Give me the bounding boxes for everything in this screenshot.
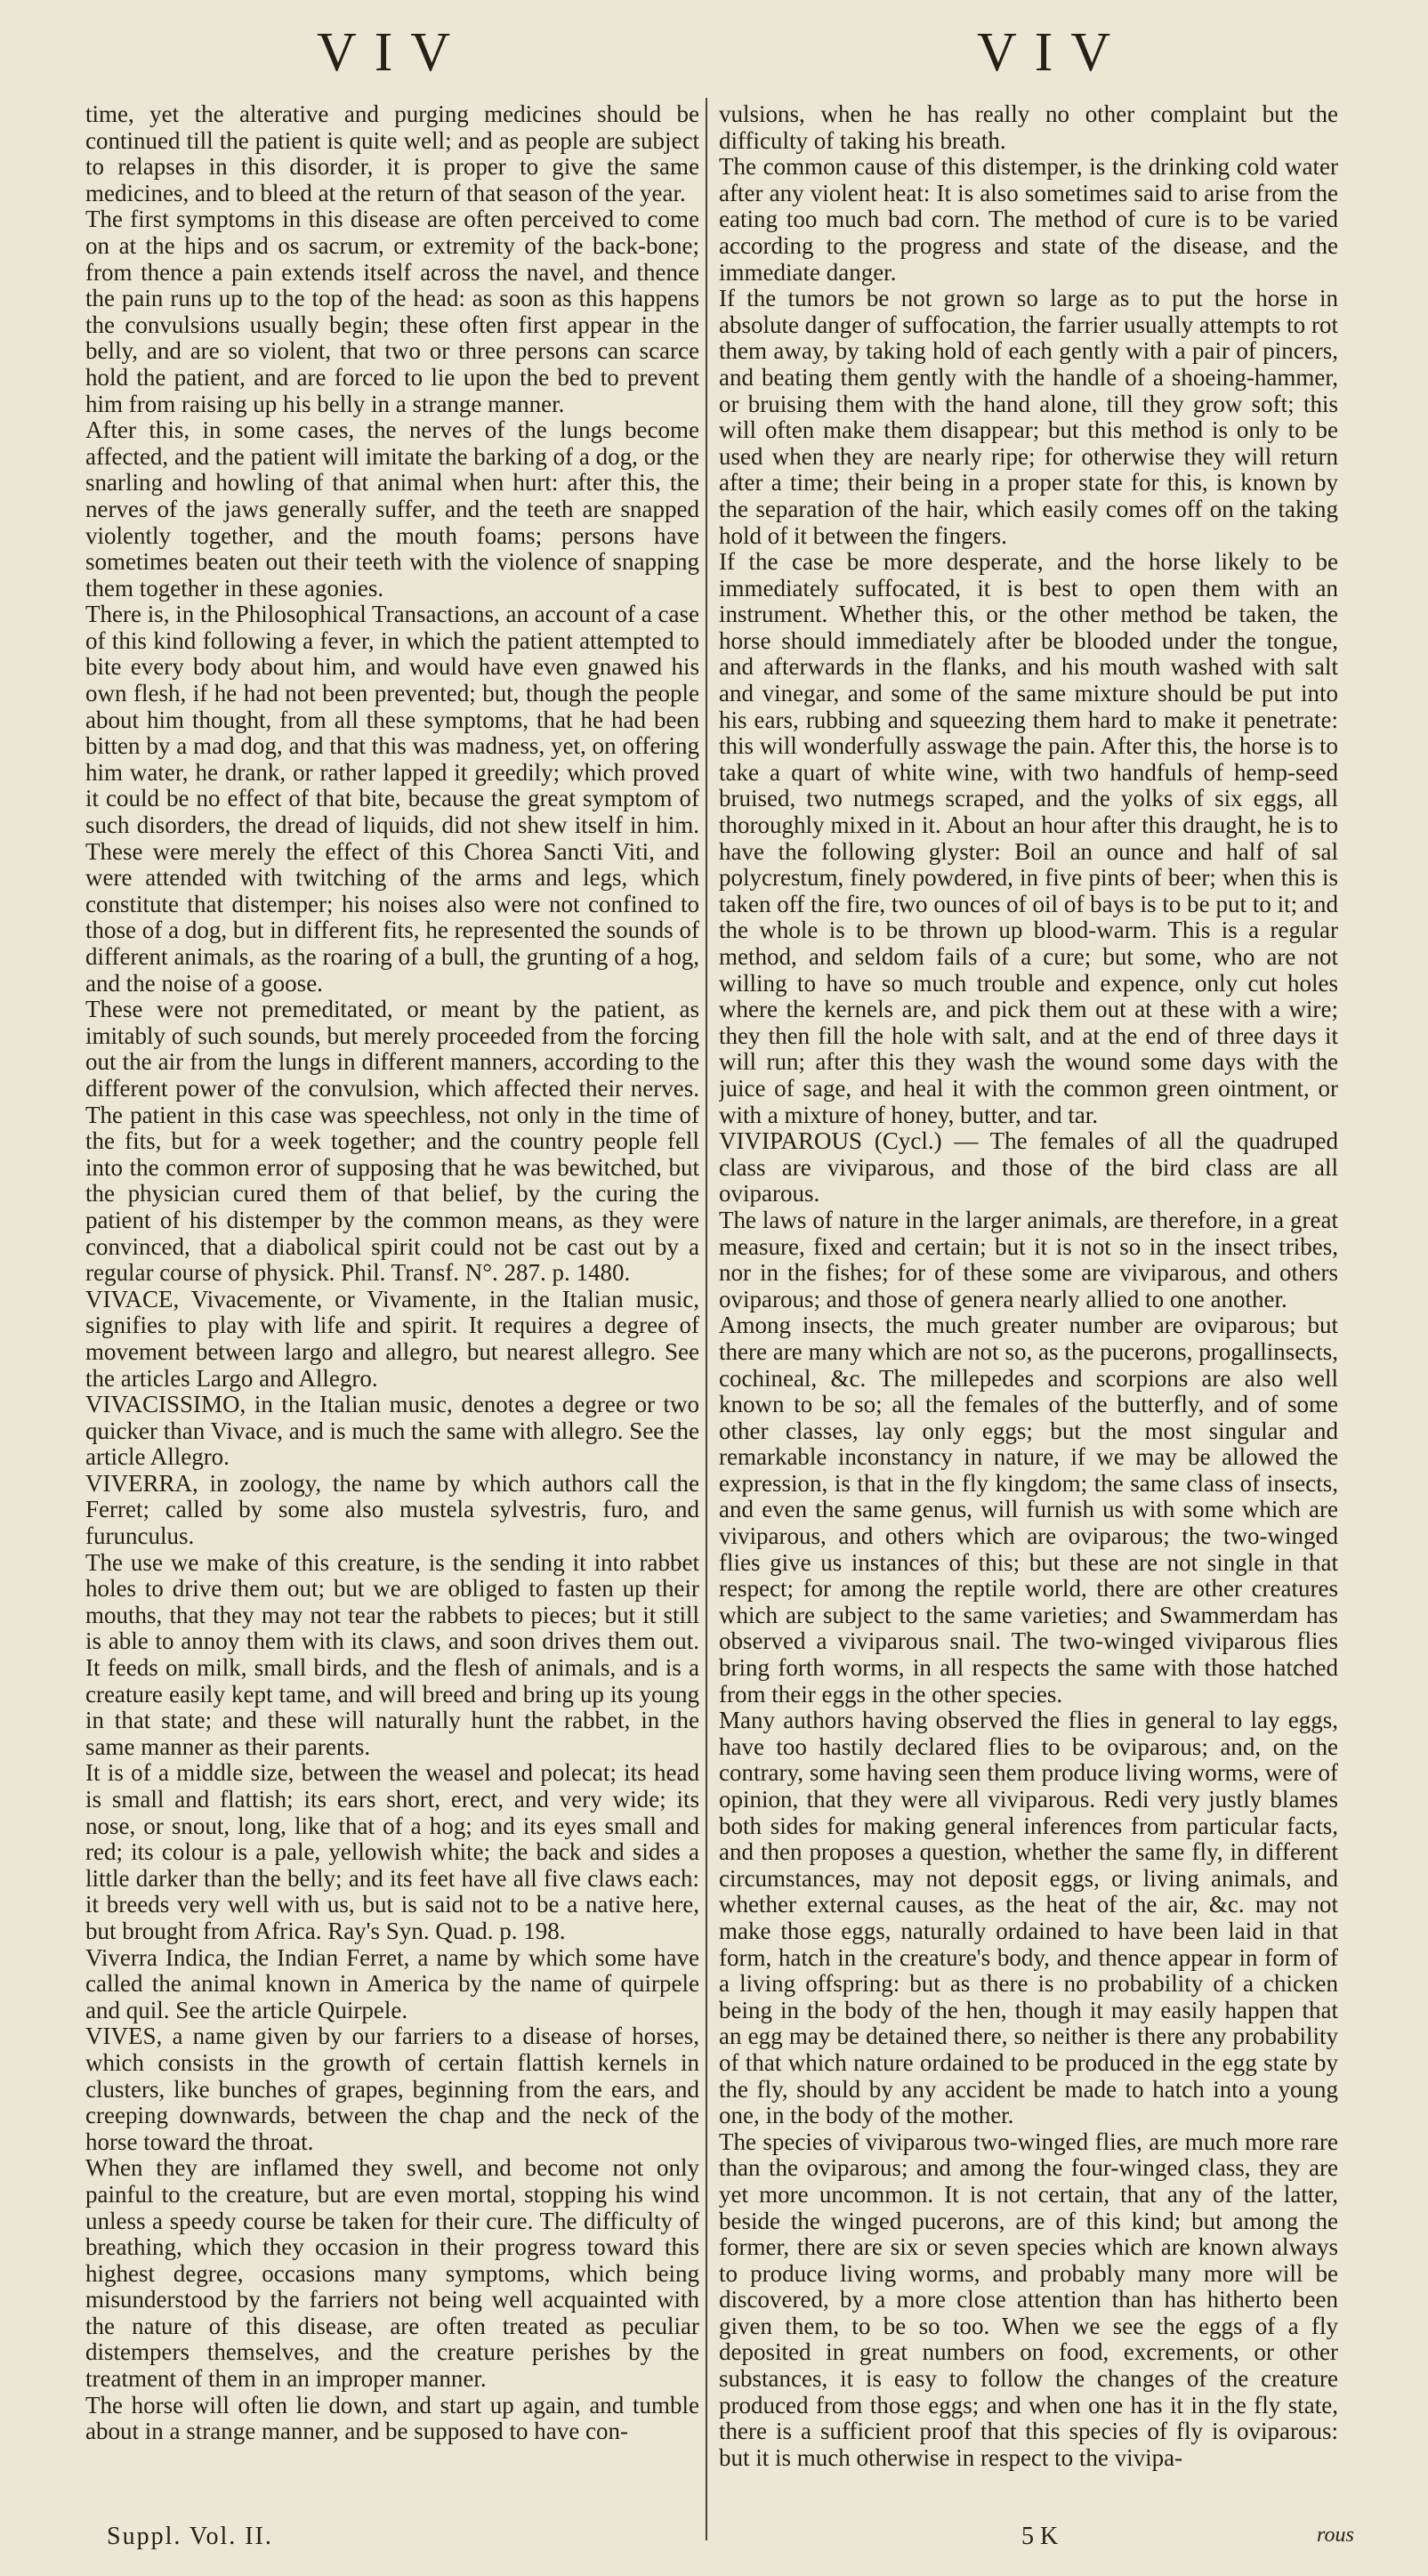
paragraph: The laws of nature in the larger animals, are therefore, in a great measure, fixed and certain; but it is not so in the insect tribes, nor in the fishes; for of these some are viviparous, and others oviparous; and those of genera nearly allied to one another. [719, 1206, 1338, 1312]
paragraph: vulsions, when he has really no other complaint but the difficulty of taking his breath. [719, 101, 1338, 154]
paragraph: After this, in some cases, the nerves of the lungs become affected, and the patient will imitate the barking of a dog, or the snarling and howling of that animal when hurt: after this, the nerves of the jaws generally suffer, and the teeth are snapped violently together, and the mouth foams; persons have sometimes beaten out their teeth with the violence of snapping them together in these agonies. [85, 416, 699, 602]
running-head-left: VIV [317, 22, 469, 83]
entry-vivace: VIVACE, Vivacemente, or Vivamente, in the Italian music, signifies to play with life and spirit. It requires a degree of movement between largo and allegro, but nearest allegro. See the articles Largo and Allegro. [85, 1285, 699, 1392]
right-column [719, 101, 1338, 2495]
running-head-right: VIV [977, 22, 1129, 83]
paragraph: When they are inflamed they swell, and become not only painful to the creature, but are even mortal, stopping his wind unless a speedy course be taken for their cure. The difficulty of breathing, which they occasion in their progress toward this highest degree, occasions many symptoms, which being misunderstood by the farriers not being well acquainted with the nature of this disease, are often treated as peculiar distempers themselves, and the creature perishes by the treatment of them in an improper manner. [85, 2154, 699, 2393]
paragraph: There is, in the Philosophical Transactions, an account of a case of this kind following a fever, in which the patient attempted to bite every body about him, and would have even gnawed his own flesh, if he had not been prevented; but, though the people about him thought, from all these symptoms, that he had been bitten by a mad dog, and that this was madness, yet, on offering him water, he drank, or rather lapped it greedily; which proved it could be no effect of that bite, because the great symptom of such disorders, the dread of liquids, did not shew itself in him. These were merely the effect of this Chorea Sancti Viti, and were attended with twitching of the arms and legs, which constitute that distemper; his noises also were not confined to those of a dog, but in different fits, he represented the sounds of different animals, as the roaring of a bull, the grunting of a hog, and the noise of a goose. [85, 601, 699, 997]
paragraph: These were not premeditated, or meant by the patient, as imitably of such sounds, but merely proceeded from the forcing out the air from the lungs in different manners, according to the different power of the convulsion, which affected their nerves. The patient in this case was speechless, not only in the time of the fits, but for a week together; and the country people fell into the common error of supposing that he was bewitched, but the physician cured them of that belief, by the curing the patient of his distemper by the common means, as they were convinced, that a diabolical spirit could not be cast out by a regular course of physick. Phil. Transf. N°. 287. p. 1480. [85, 996, 699, 1287]
left-column [85, 101, 699, 2517]
paragraph: Among insects, the much greater number are oviparous; but there are many which are not so, as the pucerons, progallinsects, cochineal, &c. The millepedes and scorpions are also well known to be so; all the females of the butterfly, and of some other classes, lay only eggs; but the most singular and remarkable inconstancy in nature, if we may be allowed the expression, is that in the fly kingdom; the same class of insects, and even the same genus, will furnish us with some which are viviparous, and others which are oviparous; the two-winged flies give us instances of this; but these are not single in that respect; for among the reptile world, there are other creatures which are subject to the same varieties; and Swammerdam has observed a viviparous snail. The two-winged viviparous flies bring forth worms, in all respects the same with those hatched from their eggs in the other species. [719, 1312, 1338, 1708]
paragraph: The horse will often lie down, and start up again, and tumble about in a strange manner, and be supposed to have con- [85, 2391, 699, 2445]
signature-mark: 5 K [1021, 2523, 1059, 2550]
entry-vivacissimo: VIVACISSIMO, in the Italian music, denotes a degree or two quicker than Vivace, and is much the same with allegro. See the article Allegro. [85, 1391, 699, 1471]
paragraph: The common cause of this distemper, is the drinking cold water after any violent heat: It is also sometimes said to arise from the eating too much bad corn. The method of cure is to be varied according to the progress and state of the disease, and the immediate danger. [719, 153, 1338, 286]
entry-viverra-indica: Viverra Indica, the Indian Ferret, a name by which some have called the animal known in America by the name of quirpele and quil. See the article Quirpele. [85, 1943, 699, 2023]
paragraph: The use we make of this creature, is the sending it into rabbet holes to drive them out; but we are obliged to fasten up their mouths, that they may not tear the rabbets to pieces; but it still is able to annoy them with its claws, and soon drives them out. It feeds on milk, small birds, and the flesh of animals, and is a creature easily kept tame, and will breed and bring up its young in that state; and these will naturally hunt the rabbet, in the same manner as their parents. [85, 1548, 699, 1760]
paragraph: If the tumors be not grown so large as to put the horse in absolute danger of suffocation, the farrier usually attempts to rot them away, by taking hold of each gently with a pair of pincers, and beating them gently with the handle of a shoeing-hammer, or bruising them with the hand alone, till they grow soft; this will often make them disappear; but this method is only to be used when they are nearly ripe; for otherwise they will return after a time; their being in a proper state for this, is known by the separation of the hair, which easily comes off on the taking hold of it between the fingers. [719, 285, 1338, 549]
column-divider [706, 98, 707, 2540]
paragraph: The first symptoms in this disease are often perceived to come on at the hips and os sacrum, or extremity of the back-bone; from thence a pain extends itself across the navel, and thence the pain runs up to the top of the head: as soon as this happens the convulsions usually begin; these often first appear in the belly, and are so violent, that two or three persons can scarce hold the patient, and are forced to lie upon the bed to prevent him from raising up his belly in a strange manner. [85, 206, 699, 417]
entry-viviparous: VIVIPAROUS (Cycl.) — The females of all the quadruped class are viviparous, and those of the bird class are all oviparous. [719, 1127, 1338, 1207]
entry-vives: VIVES, a name given by our farriers to a disease of horses, which consists in the growth of certain flattish kernels in clusters, like bunches of grapes, beginning from the ears, and creeping downwards, between the chap and the neck of the horse toward the throat. [85, 2023, 699, 2155]
paragraph: The species of viviparous two-winged flies, are much more rare than the oviparous; and among the four-winged class, they are yet more uncommon. It is not certain, that any of the latter, beside the winged pucerons, are of this kind; but among the former, there are six or seven species which are known always to produce living worms, and probably many more will be discovered, by a more close attention than has hitherto been given them, to be so too. When we see the eggs of a fly deposited in great numbers on food, excrements, or other substances, it is easy to follow the changes of the creature produced from those eggs; and when one has it in the fly state, there is a sufficient proof that this species of fly is oviparous: but it is much otherwise in respect to the vivipa- [719, 2128, 1338, 2471]
paragraph: It is of a middle size, between the weasel and polecat; its head is small and flattish; its ears short, erect, and very wide; its nose, or snout, long, like that of a hog; and its eyes small and red; its colour is a pale, yellowish white; the back and sides a little darker than the belly; and its feet have all five claws each: it breeds very well with us, but is said not to be a native here, but brought from Africa. Ray's Syn. Quad. p. 198. [85, 1759, 699, 1944]
paragraph: time, yet the alterative and purging medicines should be continued till the patient is quite well; and as people are subject to relapses in this disorder, it is proper to give the same medicines, and to bleed at the return of that season of the year. [85, 101, 699, 206]
volume-footer: Suppl. Vol. II. [107, 2523, 273, 2550]
paragraph: Many authors having observed the flies in general to lay eggs, have too hastily declared flies to be oviparous; and, on the contrary, some having seen them produce living worms, were of opinion, that they were all viviparous. Redi very justly blames both sides for making general inferences from particular facts, and then proposes a question, whether the same fly, in different circumstances, may not deposit eggs, or living animals, and whether external causes, as the heat of the air, &c. may not make those eggs, naturally ordained to have been laid in that form, hatch in the creature's body, and thence appear in form of a living offspring: but as there is no probability of a chicken being in the body of the hen, though it may easily happen that an egg may be detained there, so neither is there any probability of that which nature ordained to be produced in the egg state by the fly, should by any accident be made to hatch into a young one, in the body of the mother. [719, 1707, 1338, 2129]
catchword: rous [1317, 2524, 1354, 2547]
paragraph: If the case be more desperate, and the horse likely to be immediately suffocated, it is best to open them with an instrument. Whether this, or the other method be taken, the horse should immediately after be blooded under the tongue, and afterwards in the flanks, and his mouth washed with salt and vinegar, and some of the same mixture should be put into his ears, rubbing and squeezing them hard to make it penetrate: this will wonderfully asswage the pain. After this, the horse is to take a quart of white wine, with two handfuls of hemp-seed bruised, two nutmegs scraped, and the yolks of six eggs, all thoroughly mixed in it. About an hour after this draught, he is to have the following glyster: Boil an ounce and half of sal polycrestum, finely powdered, in five pints of beer; when this is taken off the fire, two ounces of oil of bays is to be put to it; and the whole is to be thrown up blood-warm. This is a regular method, and seldom fails of a cure; but some, who are not willing to have so much trouble and expence, only cut holes where the kernels are, and pick them out at these with a wire; they then fill the hole with salt, and at the end of three days it will run; after this they wash the wound some days with the juice of sage, and heal it with the common green ointment, or with a mixture of honey, butter, and tar. [719, 548, 1338, 1128]
entry-viverra: VIVERRA, in zoology, the name by which authors call the Ferret; called by some also mustela sylvestris, furo, and furunculus. [85, 1469, 699, 1550]
